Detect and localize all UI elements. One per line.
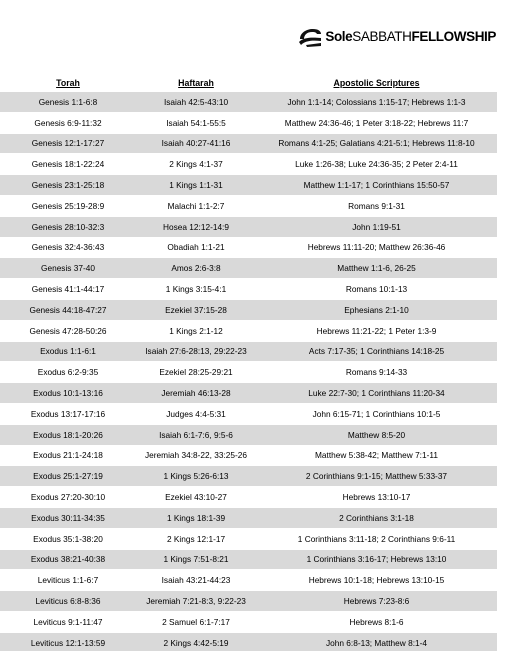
torah-portion-cell: Exodus 1:1-6:1 [0,341,136,362]
ministry-logo [297,24,496,50]
apostolic-scriptures-cell: Matthew 1:1-17; 1 Corinthians 15:50-57 [256,175,497,196]
haftarah-cell: 1 Kings 3:15-4:1 [136,279,256,300]
torah-portion-cell: Genesis 44:18-47:27 [0,299,136,320]
apostolic-scriptures-cell: John 6:8-13; Matthew 8:1-4 [256,632,497,651]
apostolic-scriptures-cell: Romans 4:1-25; Galatians 4:21-5:1; Hebrews 11:8-10 [256,133,497,154]
torah-portion-cell: Genesis 1:1-6:8 [0,92,136,112]
table-row [0,570,497,591]
table-row [0,632,497,651]
logo-sole-text: Sole [325,29,353,45]
table-row [0,383,497,404]
apostolic-scriptures-cell: Hebrews 11:21-22; 1 Peter 1:3-9 [256,320,497,341]
table-row [0,279,497,300]
table-row [0,611,497,632]
haftarah-cell: 2 Kings 4:1-37 [136,154,256,175]
table-row [0,258,497,279]
table-row [0,216,497,237]
torah-portion-cell: Genesis 12:1-17:27 [0,133,136,154]
haftarah-cell: Jeremiah 34:8-22, 33:25-26 [136,445,256,466]
haftarah-cell: Judges 4:4-5:31 [136,403,256,424]
haftarah-cell: Isaiah 40:27-41:16 [136,133,256,154]
table-row [0,487,497,508]
apostolic-scriptures-cell: Hebrews 7:23-8:6 [256,591,497,612]
torah-portion-cell: Exodus 25:1-27:19 [0,466,136,487]
torah-portion-cell: Exodus 18:1-20:26 [0,424,136,445]
haftarah-cell: 1 Kings 18:1-39 [136,507,256,528]
apostolic-scriptures-cell: Hebrews 8:1-6 [256,611,497,632]
apostolic-column-header: Apostolic Scriptures [333,77,420,88]
haftarah-cell: Isaiah 27:6-28:13, 29:22-23 [136,341,256,362]
table-row [0,362,497,383]
table-row [0,299,497,320]
torah-portion-cell: Genesis 37-40 [0,258,136,279]
table-row [0,424,497,445]
haftarah-cell: Jeremiah 7:21-8:3, 9:22-23 [136,591,256,612]
haftarah-cell: Amos 2:6-3:8 [136,258,256,279]
logo-wordmark [325,30,496,44]
table-row [0,112,497,133]
table-row [0,175,497,196]
torah-portion-cell: Leviticus 9:1-11:47 [0,611,136,632]
apostolic-scriptures-cell: Romans 9:1-31 [256,195,497,216]
apostolic-scriptures-cell: Hebrews 10:1-18; Hebrews 13:10-15 [256,570,497,591]
torah-portion-cell: Genesis 28:10-32:3 [0,216,136,237]
apostolic-scriptures-cell: 2 Corinthians 9:1-15; Matthew 5:33-37 [256,466,497,487]
apostolic-scriptures-cell: Matthew 24:36-46; 1 Peter 3:18-22; Hebrews 11:7 [256,112,497,133]
torah-portion-cell: Exodus 21:1-24:18 [0,445,136,466]
torah-portion-cell: Leviticus 12:1-13:59 [0,632,136,651]
table-row [0,549,497,570]
apostolic-scriptures-cell: Luke 1:26-38; Luke 24:36-35; 2 Peter 2:4-11 [256,154,497,175]
haftarah-cell: Hosea 12:12-14:9 [136,216,256,237]
apostolic-scriptures-cell: Hebrews 13:10-17 [256,487,497,508]
table-row [0,403,497,424]
torah-portion-cell: Exodus 6:2-9:35 [0,362,136,383]
sole-logo-icon [297,26,323,48]
apostolic-scriptures-cell: Matthew 8:5-20 [256,424,497,445]
table-row [0,92,497,112]
apostolic-scriptures-cell: Matthew 1:1-6, 26-25 [256,258,497,279]
table-row [0,445,497,466]
haftarah-cell: Isaiah 6:1-7:6, 9:5-6 [136,424,256,445]
haftarah-cell: 2 Kings 12:1-17 [136,528,256,549]
apostolic-scriptures-cell: Luke 22:7-30; 1 Corinthians 11:20-34 [256,383,497,404]
logo-sabbath-text: SABBATH [352,29,412,45]
table-row [0,133,497,154]
apostolic-scriptures-cell: John 1:1-14; Colossians 1:15-17; Hebrews 1:1-3 [256,92,497,112]
torah-portion-cell: Genesis 32:4-36:43 [0,237,136,258]
torah-portion-cell: Leviticus 6:8-8:36 [0,591,136,612]
torah-portion-cell: Exodus 30:11-34:35 [0,507,136,528]
haftarah-cell: Malachi 1:1-2:7 [136,195,256,216]
torah-portion-cell: Exodus 38:21-40:38 [0,549,136,570]
table-row [0,507,497,528]
haftarah-cell: Isaiah 42:5-43:10 [136,92,256,112]
haftarah-cell: 1 Kings 7:51-8:21 [136,549,256,570]
apostolic-scriptures-cell: 2 Corinthians 3:1-18 [256,507,497,528]
torah-portion-cell: Exodus 10:1-13:16 [0,383,136,404]
apostolic-scriptures-cell: Romans 9:14-33 [256,362,497,383]
haftarah-cell: Jeremiah 46:13-28 [136,383,256,404]
torah-portion-cell: Exodus 13:17-17:16 [0,403,136,424]
apostolic-scriptures-cell: 1 Corinthians 3:16-17; Hebrews 13:10 [256,549,497,570]
haftarah-cell: Isaiah 54:1-55:5 [136,112,256,133]
torah-portion-cell: Genesis 47:28-50:26 [0,320,136,341]
haftarah-cell: Obadiah 1:1-21 [136,237,256,258]
torah-portion-cell: Genesis 6:9-11:32 [0,112,136,133]
table-header-row [0,73,497,92]
haftarah-cell: 1 Kings 2:1-12 [136,320,256,341]
torah-portion-cell: Exodus 27:20-30:10 [0,487,136,508]
torah-portion-cell: Leviticus 1:1-6:7 [0,570,136,591]
torah-column-header: Torah [56,77,80,88]
table-row [0,320,497,341]
table-row [0,154,497,175]
apostolic-scriptures-cell: John 6:15-71; 1 Corinthians 10:1-5 [256,403,497,424]
torah-reading-schedule-table [0,73,497,651]
apostolic-scriptures-cell: Romans 10:1-13 [256,279,497,300]
haftarah-column-header: Haftarah [178,77,214,88]
torah-portion-cell: Genesis 41:1-44:17 [0,279,136,300]
haftarah-cell: Ezekiel 43:10-27 [136,487,256,508]
table-row [0,528,497,549]
table-body [0,92,497,651]
haftarah-cell: Ezekiel 28:25-29:21 [136,362,256,383]
apostolic-scriptures-cell: Acts 7:17-35; 1 Corinthians 14:18-25 [256,341,497,362]
haftarah-cell: Isaiah 43:21-44:23 [136,570,256,591]
table-row [0,237,497,258]
torah-portion-cell: Genesis 23:1-25:18 [0,175,136,196]
apostolic-scriptures-cell: Ephesians 2:1-10 [256,299,497,320]
haftarah-cell: Ezekiel 37:15-28 [136,299,256,320]
table-row [0,341,497,362]
torah-portion-cell: Genesis 25:19-28:9 [0,195,136,216]
torah-portion-cell: Genesis 18:1-22:24 [0,154,136,175]
logo-fellowship-text: FELLOWSHIP [411,29,496,45]
haftarah-cell: 1 Kings 1:1-31 [136,175,256,196]
apostolic-scriptures-cell: John 1:19-51 [256,216,497,237]
apostolic-scriptures-cell: Matthew 5:38-42; Matthew 7:1-11 [256,445,497,466]
torah-portion-cell: Exodus 35:1-38:20 [0,528,136,549]
table-row [0,591,497,612]
apostolic-scriptures-cell: 1 Corinthians 3:11-18; 2 Corinthians 9:6-11 [256,528,497,549]
haftarah-cell: 2 Samuel 6:1-7:17 [136,611,256,632]
apostolic-scriptures-cell: Hebrews 11:11-20; Matthew 26:36-46 [256,237,497,258]
table-row [0,195,497,216]
table-row [0,466,497,487]
haftarah-cell: 1 Kings 5:26-6:13 [136,466,256,487]
haftarah-cell: 2 Kings 4:42-5:19 [136,632,256,651]
